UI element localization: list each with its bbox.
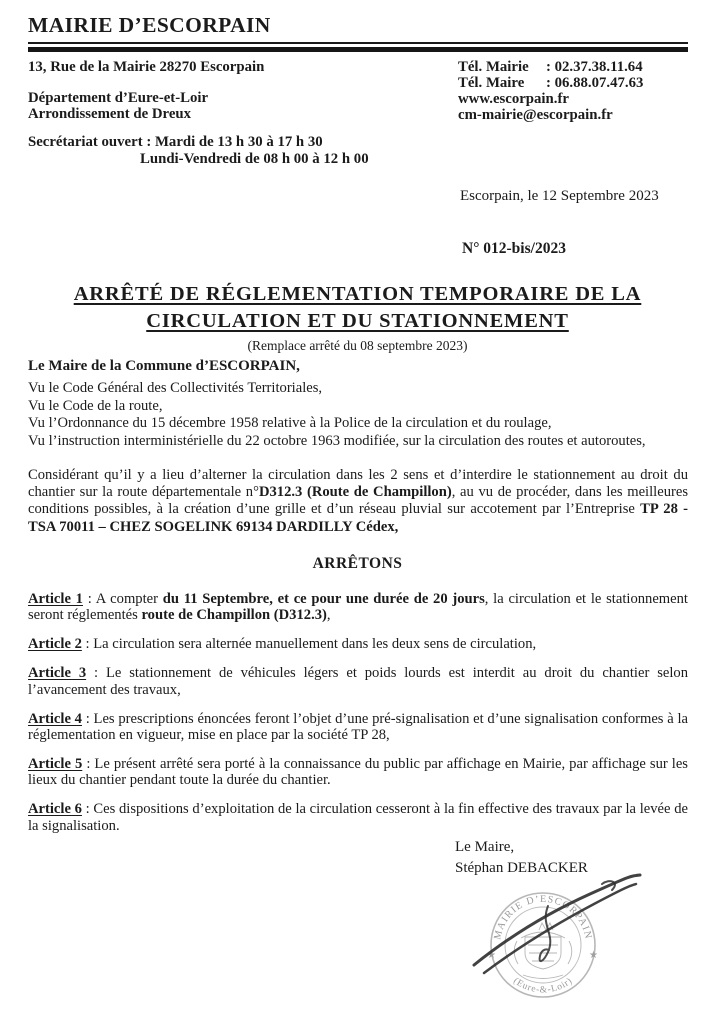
article-6: Article 6 : Ces dispositions d’exploitation de la circulation cesseront à la fin effective des travaux par la levée de la signalisation. (28, 801, 688, 834)
vu-line: Vu l’instruction interministérielle du 22 octobre 1963 modifiée, sur la circulation des routes et autoroutes, (28, 432, 646, 449)
signature-name: Stéphan DEBACKER (455, 860, 588, 876)
vu-line: Vu le Code Général des Collectivités Territoriales, (28, 380, 323, 396)
mayor-line: Le Maire de la Commune d’ESCORPAIN, (28, 358, 300, 374)
considerant-text: Considérant qu’il y a lieu d’alterner la circulation dans les 2 sens et d’interdire le stationnement au droit du chantier sur la route départementale n° (28, 467, 688, 501)
signature-title: Le Maire, (455, 839, 515, 855)
phone-mairie-row (458, 59, 643, 75)
document-title (0, 281, 715, 334)
article-1-label: Article 1 (28, 591, 83, 607)
secretariat-hours (28, 134, 369, 168)
article-6-label: Article 6 (28, 801, 82, 818)
article-1-road: route de Champillon (D312.3) (141, 607, 327, 624)
vu-block (28, 380, 688, 450)
company-reference: TP 28 - TSA 70011 – CHEZ SOGELINK 69134 DARDILLY Cédex, (28, 501, 689, 535)
document-number: N° 012-bis/2023 (462, 240, 566, 257)
stamp-top-text: MAIRIE D’ESCORPAIN (492, 893, 594, 941)
stamp-star-left-icon: ★ (487, 950, 496, 961)
phone-maire-number: : 06.88.07.47.63 (546, 75, 644, 91)
article-5-label: Article 5 (28, 755, 83, 772)
phone-mairie-label: Tél. Mairie (458, 59, 529, 75)
secretariat-hours-tuesday: Mardi de 13 h 30 à 17 h 30 (154, 134, 323, 150)
considerant-text: , au vu de procéder, dans les meilleures conditions possibles, à la création d’une grille et d’un réseau pluvial sur accotement par l’Entreprise (28, 484, 689, 518)
secretariat-label: Secrétariat ouvert : (28, 134, 152, 150)
phone-mairie-number: : 02.37.38.11.64 (546, 59, 643, 75)
website: www.escorpain.fr (458, 91, 569, 107)
arretons-heading: ARRÊTONS (312, 555, 403, 572)
considerant-paragraph (28, 467, 688, 536)
department-line: Département d’Eure-et-Loir (28, 90, 209, 106)
article-5: Article 5 : Le présent arrêté sera porté à la connaissance du public par affichage en Mairie, par affichage sur les lieux du chantier pendant toute la durée du chantier. (28, 755, 688, 789)
article-2-label: Article 2 (28, 636, 82, 653)
replaces-note: (Remplace arrêté du 08 septembre 2023) (247, 338, 468, 353)
articles-section (28, 591, 688, 846)
article-3: Article 3 : Le stationnement de véhicules légers et poids lourds est interdit au droit du chantier selon l’avancement des travaux, (28, 665, 688, 698)
stamp-star-right-icon: ★ (589, 950, 598, 961)
vu-line: Vu le Code de la route, (28, 397, 163, 414)
organization-name: MAIRIE D’ESCORPAIN (28, 13, 271, 37)
arrondissement-line: Arrondissement de Dreux (28, 106, 192, 122)
official-stamp-icon (450, 868, 655, 1020)
address-line: 13, Rue de la Mairie 28270 Escorpain (28, 59, 265, 75)
secretariat-line-1 (28, 134, 369, 151)
secretariat-hours-weekdays: Lundi-Vendredi de 08 h 00 à 12 h 00 (140, 151, 369, 167)
contact-block (458, 59, 643, 123)
road-reference: D312.3 (Route de Champillon) (258, 484, 452, 501)
article-1: Article 1 : A compter du 11 Septembre, et ce pour une durée de 20 jours, la circulation et le stationnement seront réglementés route de Champillon (D312.3), (28, 591, 688, 624)
email: cm-mairie@escorpain.fr (458, 107, 613, 123)
vu-line: Vu l’Ordonnance du 15 décembre 1958 relative à la Police de la circulation et du roulage, (28, 415, 552, 431)
phone-maire-row (458, 75, 643, 91)
header-rule-thin (28, 42, 688, 44)
dateline: Escorpain, le 12 Septembre 2023 (460, 188, 659, 204)
address-block (28, 59, 264, 122)
phone-maire-label: Tél. Maire (458, 75, 525, 91)
stamp-bottom-text: (Eure-&-Loir) (511, 976, 575, 996)
document-title-line-2: CIRCULATION ET DU STATIONNEMENT (146, 309, 569, 332)
article-4: Article 4 : Les prescriptions énoncées feront l’objet d’une pré-signalisation et d’une signalisation conformes à la réglementation en vigueur, mise en place par la société TP 28, (28, 710, 688, 743)
stamp-and-signature (450, 868, 655, 1020)
article-2: Article 2 : La circulation sera alternée manuellement dans les deux sens de circulation, (28, 636, 537, 653)
document-title-line-1: ARRÊTÉ DE RÉGLEMENTATION TEMPORAIRE DE LA (73, 283, 642, 305)
header-rule-thick (28, 47, 688, 52)
article-3-label: Article 3 (28, 665, 87, 682)
article-1-dates: du 11 Septembre, et ce pour une durée de 20 jours (162, 591, 485, 607)
article-4-label: Article 4 (28, 710, 82, 727)
